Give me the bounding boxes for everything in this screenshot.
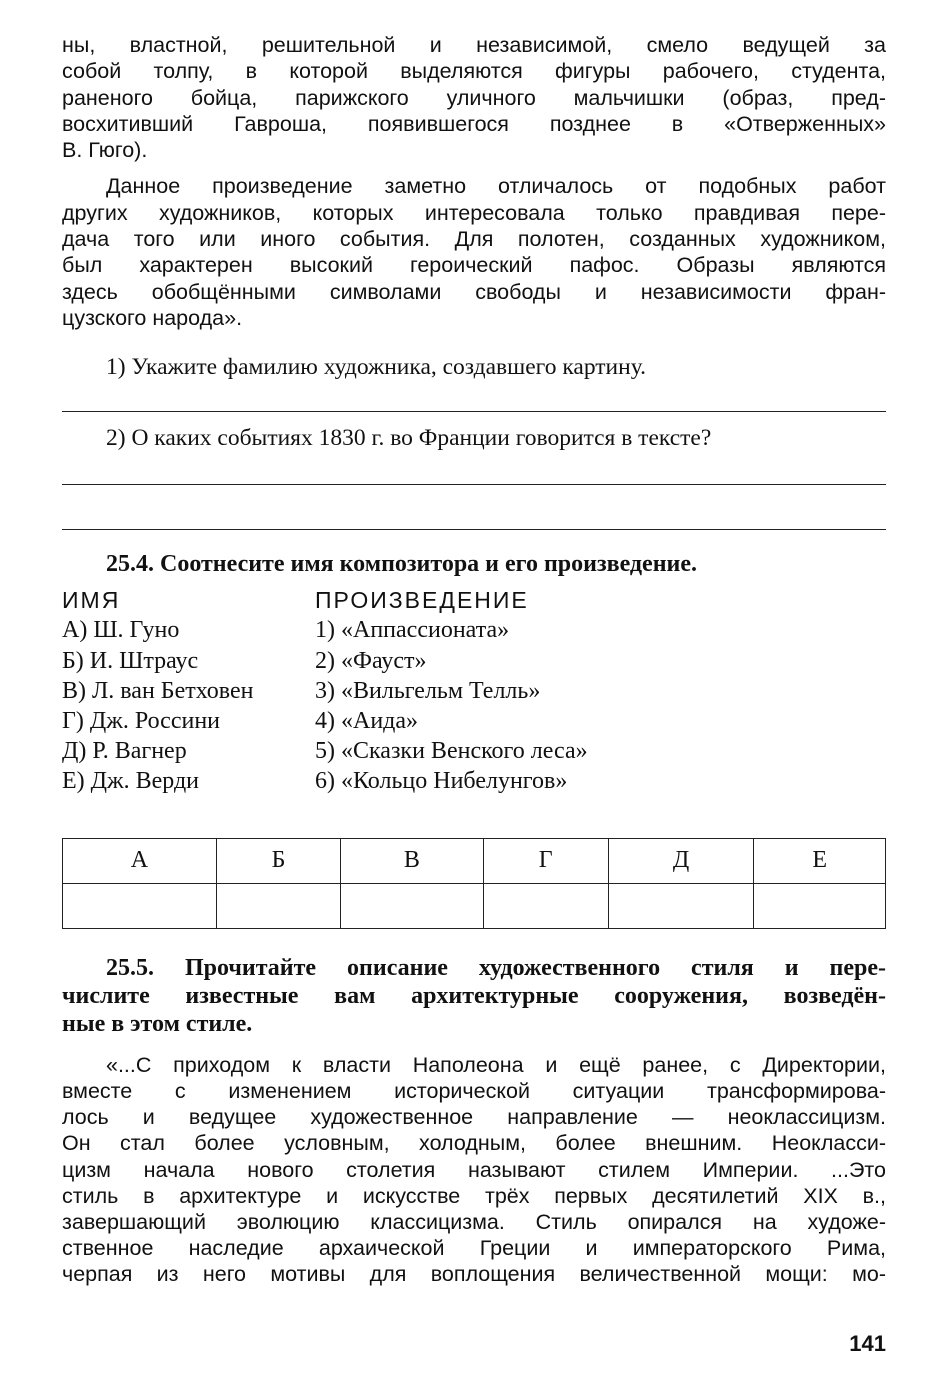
- answer-cell[interactable]: [608, 883, 754, 928]
- work-item: 3) «Вильгельм Телль»: [315, 677, 541, 704]
- page-number: 141: [849, 1331, 886, 1356]
- heading-line: числите известные вам архитектурные сооружения, возведён-: [62, 982, 886, 1009]
- intro-paragraph: [62, 32, 886, 163]
- work-item: 1) «Аппассионата»: [315, 617, 510, 644]
- answer-table-header: В: [340, 838, 483, 883]
- work-item: 4) «Аида»: [315, 708, 419, 735]
- name-item: Д) Р. Вагнер: [62, 738, 187, 765]
- question-1: 1) Укажите фамилию художника, создавшего картину.: [106, 354, 646, 381]
- answer-table-header: Д: [608, 838, 754, 883]
- text-line: «...С приходом к власти Наполеона и ещё ранее, с Директории,: [106, 1052, 886, 1077]
- answer-cell[interactable]: [63, 883, 217, 928]
- text-line: цузского народа».: [62, 305, 243, 330]
- name-item: Е) Дж. Верди: [62, 768, 200, 795]
- text-line: лось и ведущее художественное направление — неоклассицизм.: [62, 1105, 886, 1130]
- text-line: завершающий эволюцию классицизма. Стиль опирался на художе-: [62, 1209, 886, 1234]
- text-line: был характерен высокий героический пафос. Образы являются: [62, 253, 886, 278]
- works-column: [315, 585, 886, 796]
- heading-line: 25.5. Прочитайте описание художественного стиля и пере-: [106, 954, 886, 981]
- answer-table-header: Е: [754, 838, 886, 883]
- text-line: дача того или иного события. Для полотен, созданных художником,: [62, 227, 886, 252]
- answer-cell[interactable]: [340, 883, 483, 928]
- works-header: ПРОИЗВЕДЕНИЕ: [315, 587, 529, 614]
- text-line: В. Гюго).: [62, 138, 148, 163]
- answer-cell[interactable]: [483, 883, 608, 928]
- work-item: 6) «Кольцо Нибелунгов»: [315, 768, 568, 795]
- work-item: 5) «Сказки Венского леса»: [315, 738, 588, 765]
- answer-line-2[interactable]: [62, 484, 886, 485]
- name-item: А) Ш. Гуно: [62, 617, 180, 644]
- answer-cell[interactable]: [754, 883, 886, 928]
- heading-line: ные в этом стиле.: [62, 1010, 253, 1037]
- text-line: здесь обобщёнными символами свободы и независимости фран-: [62, 279, 886, 304]
- text-line: черпая из него мотивы для воплощения величественной мощи: мо-: [62, 1262, 886, 1287]
- text-line: других художников, которых интересовала только правдивая пере-: [62, 200, 886, 225]
- answer-table-header-row: [63, 838, 886, 883]
- text-line: вместе с изменением исторической ситуации трансформирова-: [62, 1078, 886, 1103]
- names-column: [62, 585, 315, 796]
- text-line: ны, властной, решительной и независимой, смело ведущей за: [62, 33, 886, 57]
- answer-line-1[interactable]: [62, 411, 886, 412]
- answer-table-input-row: [63, 883, 886, 928]
- matching-list: [62, 585, 886, 796]
- task-25-4-heading: 25.4. Соотнесите имя композитора и его произведение.: [106, 551, 698, 578]
- name-item: Г) Дж. Россини: [62, 708, 221, 735]
- answer-table-header: Г: [483, 838, 608, 883]
- text-line: Данное произведение заметно отличалось от подобных работ: [106, 174, 886, 199]
- answer-cell[interactable]: [216, 883, 340, 928]
- answer-table: [62, 838, 886, 929]
- text-line: стиль в архитектуре и искусстве трёх первых десятилетий XIX в.,: [62, 1183, 886, 1208]
- textbook-page: [62, 32, 886, 1288]
- text-line: цизм начала нового столетия называют стилем Империи. ...Это: [62, 1157, 886, 1182]
- answer-table-header: А: [63, 838, 217, 883]
- text-line: восхитивший Гавроша, появившегося позднее в «Отверженных»: [62, 111, 886, 136]
- text-line: ственное наследие архаической Греции и императорского Рима,: [62, 1236, 886, 1261]
- text-line: раненого бойца, парижского уличного мальчишки (образ, пред-: [62, 85, 886, 110]
- task-25-5-heading: [62, 954, 886, 1038]
- text-line: Он стал более условным, холодным, более внешним. Неокласси-: [62, 1131, 886, 1156]
- second-paragraph: [62, 173, 886, 331]
- name-item: Б) И. Штраус: [62, 647, 199, 674]
- name-item: В) Л. ван Бетховен: [62, 677, 254, 704]
- style-description: [62, 1052, 886, 1288]
- text-line: собой толпу, в которой выделяются фигуры рабочего, студента,: [62, 59, 886, 84]
- names-header: ИМЯ: [62, 587, 121, 614]
- question-2: 2) О каких событиях 1830 г. во Франции говорится в тексте?: [106, 425, 712, 452]
- answer-table-header: Б: [216, 838, 340, 883]
- answer-line-3[interactable]: [62, 529, 886, 530]
- work-item: 2) «Фауст»: [315, 647, 427, 674]
